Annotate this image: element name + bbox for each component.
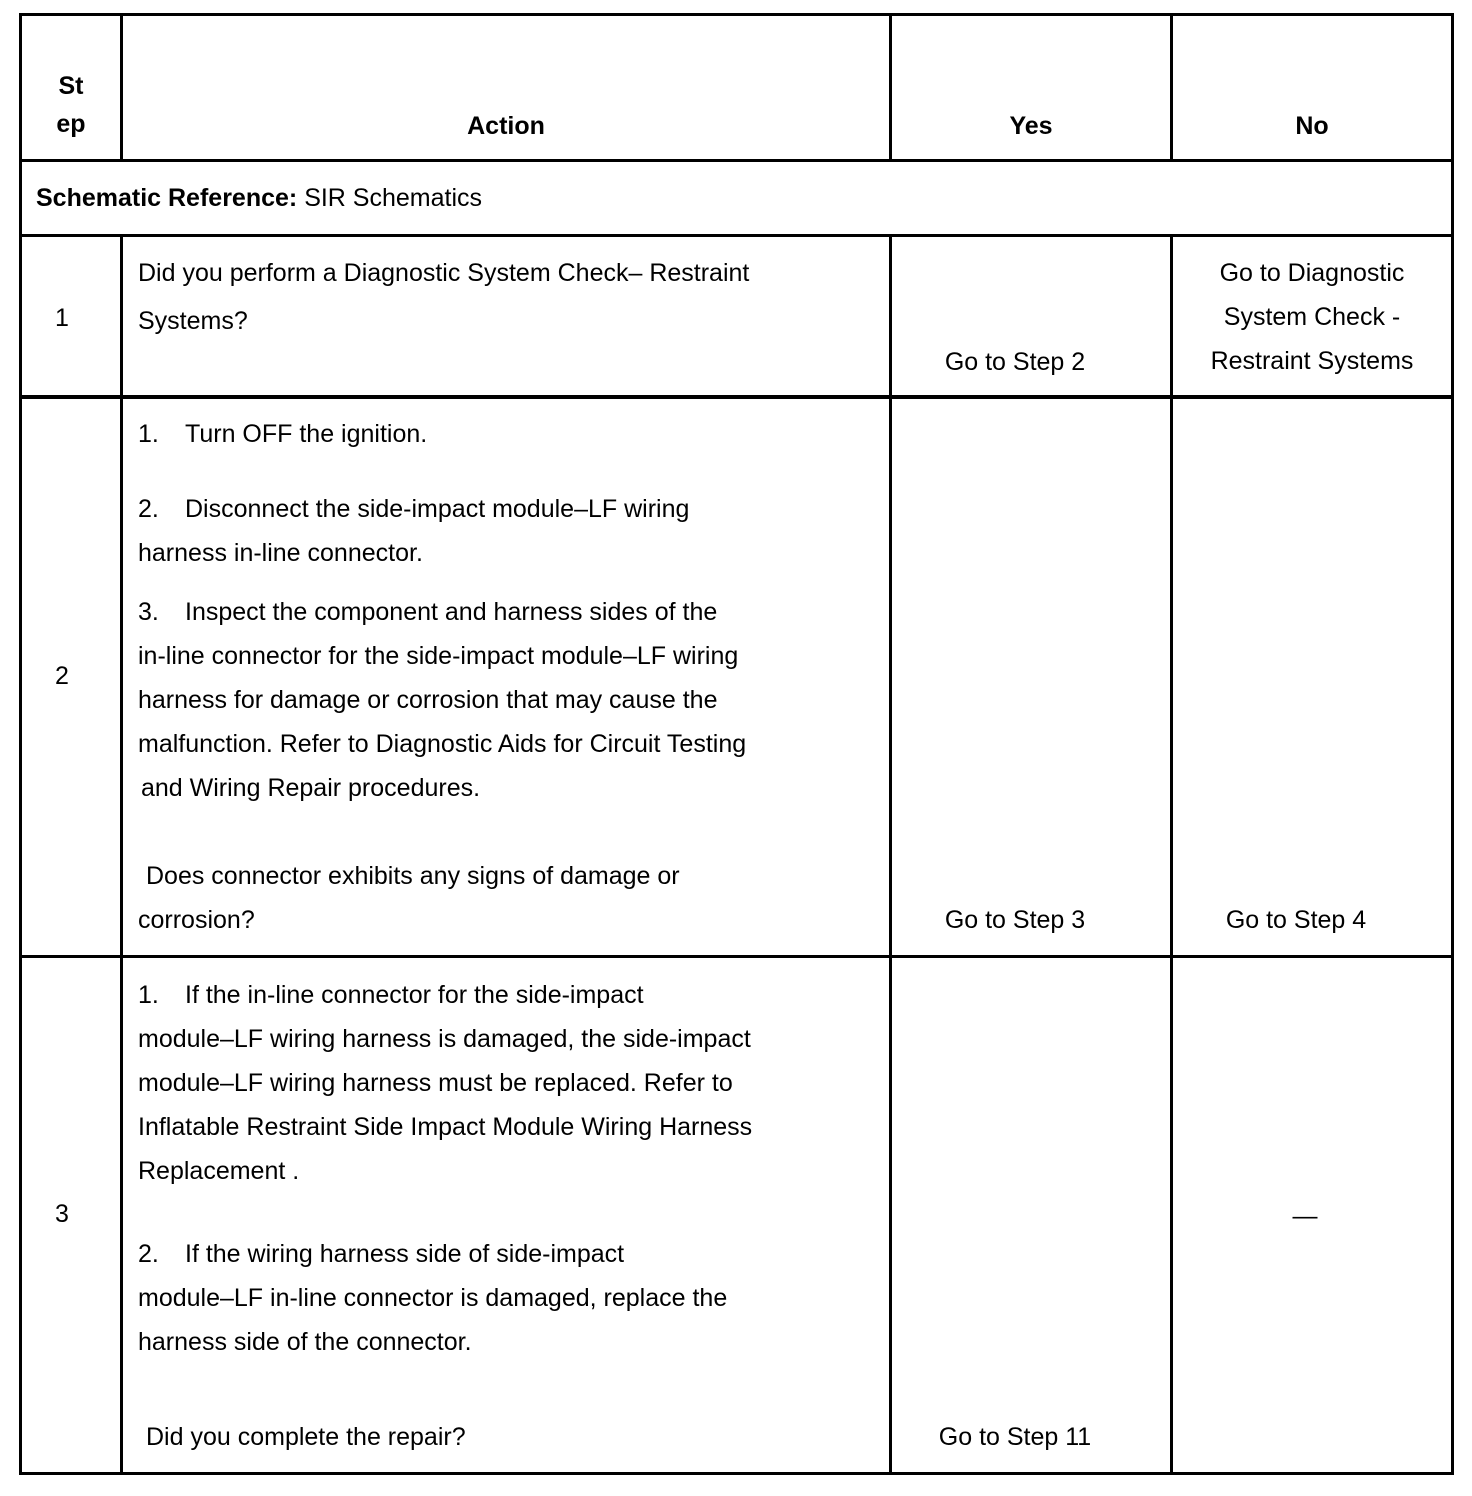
- row2-item-3-line5: and Wiring Repair procedures.: [141, 774, 481, 802]
- row2-item-3-line2: in-line connector for the side-impact module–LF wiring: [138, 642, 739, 670]
- border-left: [19, 13, 22, 1475]
- header-action: Action: [467, 112, 545, 140]
- header-step-line1: St: [58, 72, 84, 100]
- header-no: No: [1295, 112, 1329, 140]
- row3-no: —: [1292, 1202, 1318, 1230]
- header-yes: Yes: [1009, 112, 1053, 140]
- row1-no-line2: System Check -: [1223, 303, 1401, 331]
- row2-item-2-line1: Disconnect the side-impact module–LF wiring: [185, 495, 690, 523]
- row2-item-2-line2: harness in-line connector.: [138, 539, 423, 567]
- row2-yes: Go to Step 3: [944, 906, 1086, 934]
- row3-step: 3: [55, 1200, 69, 1228]
- schematic-value: SIR Schematics: [304, 184, 483, 212]
- row1-no-line1: Go to Diagnostic: [1219, 259, 1405, 287]
- row2-item-2: [138, 487, 689, 575]
- col-divider-action: [889, 235, 892, 1475]
- row2-item-3: [138, 590, 746, 810]
- row3-item-1-line5: Replacement .: [138, 1157, 300, 1185]
- row3-item-1-line3: module–LF wiring harness must be replaced. Refer to: [138, 1069, 733, 1097]
- row3-item-2-line2: module–LF in-line connector is damaged, replace the: [138, 1284, 728, 1312]
- row3-item-1-line1: If the in-line connector for the side-impact: [185, 981, 644, 1009]
- row1-action-line2: Systems?: [138, 307, 248, 335]
- row1-yes: Go to Step 2: [944, 348, 1086, 376]
- row2-item-3-line4: malfunction. Refer to Diagnostic Aids for Circuit Testing: [138, 730, 747, 758]
- border-schematic-bottom: [19, 234, 1454, 237]
- row2-item-3-line1: Inspect the component and harness sides of the: [185, 598, 718, 626]
- row3-item-2-num: 2.: [138, 1240, 159, 1268]
- row1-action: [138, 251, 878, 343]
- row2-no: Go to Step 4: [1225, 906, 1367, 934]
- row1-no: [1173, 251, 1451, 383]
- row1-action-line1: Did you perform a Diagnostic System Check– Restraint: [138, 259, 750, 287]
- schematic-label: Schematic Reference:: [36, 184, 298, 212]
- border-top: [19, 13, 1454, 16]
- row3-question: [138, 1415, 466, 1459]
- row1-step: 1: [55, 304, 69, 332]
- col-divider-yes: [1170, 235, 1173, 1475]
- row3-item-2-line3: harness side of the connector.: [138, 1328, 472, 1356]
- row3-question-line1: Did you complete the repair?: [146, 1423, 466, 1451]
- row2-item-1: [138, 412, 427, 456]
- row3-item-2: [138, 1232, 727, 1364]
- header-step: [22, 67, 120, 143]
- row2-question-line1: Does connector exhibits any signs of damage or: [146, 862, 680, 890]
- row2-item-3-line3: harness for damage or corrosion that may cause the: [138, 686, 718, 714]
- diagnostic-table: [19, 13, 1454, 1475]
- border-bottom: [19, 1472, 1454, 1475]
- row2-item-3-num: 3.: [138, 598, 159, 626]
- border-right: [1451, 13, 1454, 1475]
- row2-question-line2: corrosion?: [138, 906, 255, 934]
- border-header-bottom: [19, 159, 1454, 162]
- row3-item-1: [138, 973, 752, 1193]
- row3-item-1-num: 1.: [138, 981, 159, 1009]
- row2-item-1-num: 1.: [138, 420, 159, 448]
- row3-item-1-line2: module–LF wiring harness is damaged, the side-impact: [138, 1025, 751, 1053]
- row3-item-2-line1: If the wiring harness side of side-impact: [185, 1240, 625, 1268]
- row2-question: [138, 854, 680, 942]
- row2-action: [138, 399, 878, 955]
- row3-item-1-line4: Inflatable Restraint Side Impact Module Wiring Harness: [138, 1113, 753, 1141]
- row3-yes: Go to Step 11: [938, 1423, 1092, 1451]
- header-step-line2: ep: [56, 110, 86, 138]
- row1-no-line3: Restraint Systems: [1210, 347, 1414, 375]
- row2-item-2-num: 2.: [138, 495, 159, 523]
- col-divider-step: [120, 235, 123, 1475]
- schematic-reference: [36, 176, 1436, 220]
- row2-step: 2: [55, 662, 69, 690]
- row2-item-1-line1: Turn OFF the ignition.: [185, 420, 428, 448]
- row3-action: [138, 958, 878, 1472]
